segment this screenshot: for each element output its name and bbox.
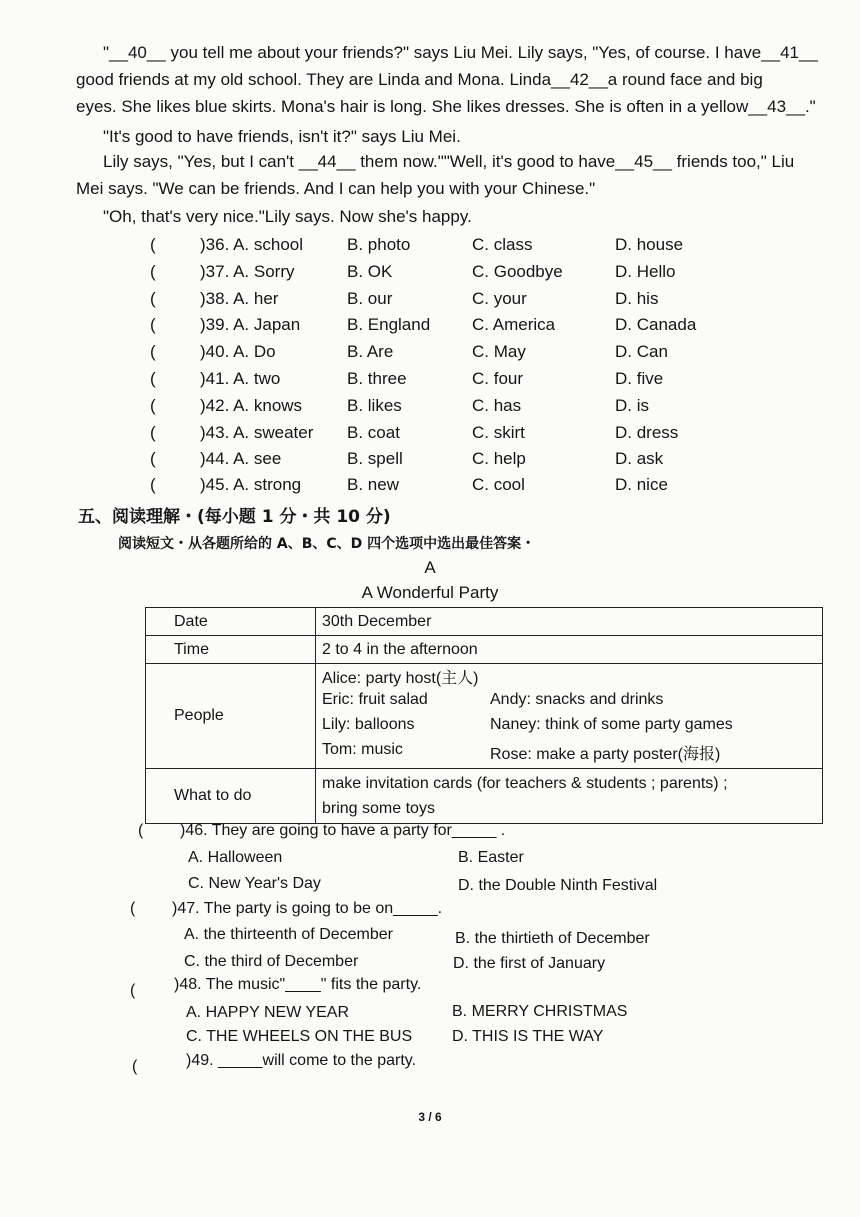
option-a: A. Halloween [188,849,283,866]
option-d: D. house [615,235,684,254]
passage-title: A Wonderful Party [361,583,499,602]
option-d: D. THIS IS THE WAY [452,1028,604,1045]
option-d: D. nice [615,475,668,494]
option-d: D. is [615,396,649,415]
option-b: B. spell [347,449,403,468]
passage-line: Mei says. "We can be friends. And I can help you with your Chinese." [76,179,596,198]
option-b: B. three [347,369,407,388]
answer-paren[interactable]: ( [150,342,156,361]
option-a: )42. A. knows [200,396,303,415]
people-tom: Tom: music [322,741,403,758]
option-d: D. Canada [615,315,697,334]
option-d: D. dress [615,423,679,442]
option-c: C. skirt [472,423,525,442]
option-d: D. the Double Ninth Festival [458,877,658,894]
answer-paren[interactable]: ( [150,262,156,281]
option-c: C. America [472,315,556,334]
people-lily: Lily: balloons [322,716,415,733]
passage-line: "It's good to have friends, isn't it?" says Liu Mei. [103,127,461,146]
option-a: )44. A. see [200,449,282,468]
passage-line: good friends at my old school. They are Linda and Mona. Linda__42__a round face and big [76,70,763,89]
answer-paren[interactable]: ( [132,1058,138,1075]
date-value: 30th December [316,608,823,636]
option-c: C. cool [472,475,525,494]
todo-line: make invitation cards (for teachers & students ; parents) ; [322,775,728,792]
option-a: A. the thirteenth of December [184,926,393,943]
option-c: C. New Year's Day [188,875,321,892]
option-c: C. help [472,449,526,468]
question-stem: )47. The party is going to be on_____. [172,900,443,917]
option-d: D. five [615,369,664,388]
answer-paren[interactable]: ( [150,423,156,442]
option-b: B. our [347,289,393,308]
option-d: D. his [615,289,659,308]
passage-letter: A [424,558,436,577]
party-table [145,607,823,824]
people-rose: Rose: make a party poster(海报) [490,746,721,763]
option-a: A. HAPPY NEW YEAR [186,1004,350,1021]
option-c: C. has [472,396,522,415]
passage-line: "Oh, that's very nice."Lily says. Now she's happy. [103,207,472,226]
option-a: )37. A. Sorry [200,262,295,281]
table-row [146,769,823,824]
option-d: D. Can [615,342,668,361]
people-eric: Eric: fruit salad [322,691,428,708]
answer-paren[interactable]: ( [150,369,156,388]
option-a: )41. A. two [200,369,281,388]
option-c: C. class [472,235,533,254]
option-a: )45. A. strong [200,475,302,494]
option-b: B. OK [347,262,393,281]
option-c: C. May [472,342,526,361]
people-host: Alice: party host(主人) [322,670,479,687]
option-a: )38. A. her [200,289,279,308]
people-naney: Naney: think of some party games [490,716,733,733]
option-a: )43. A. sweater [200,423,314,442]
answer-paren[interactable]: ( [150,396,156,415]
people-label: People [146,664,316,769]
option-b: B. likes [347,396,402,415]
option-b: B. Easter [458,849,524,866]
answer-paren[interactable]: ( [150,315,156,334]
answer-paren[interactable]: ( [150,449,156,468]
answer-paren[interactable]: ( [150,475,156,494]
table-row [146,608,823,636]
passage-line: "__40__ you tell me about your friends?" says Liu Mei. Lily says, "Yes, of course. I have__41__ [103,43,818,62]
answer-paren[interactable]: ( [150,289,156,308]
question-stem: )46. They are going to have a party for_____ . [180,822,506,839]
date-label: Date [146,608,316,636]
passage-line: eyes. She likes blue skirts. Mona's hair is long. She likes dresses. She is often in a yellow__43__." [76,97,816,116]
answer-paren[interactable]: ( [150,235,156,254]
section-title: 五、阅读理解・(每小题 1 分・共 10 分) [78,507,391,527]
section-instruction: 阅读短文・从各题所给的 A、B、C、D 四个选项中选出最佳答案・ [118,536,536,552]
time-label: Time [146,636,316,664]
option-a: )36. A. school [200,235,304,254]
table-row [146,636,823,664]
option-b: B. coat [347,423,400,442]
question-stem: )49. _____will come to the party. [186,1052,417,1069]
option-c: C. the third of December [184,953,359,970]
option-b: B. Are [347,342,394,361]
page-number: 3 / 6 [418,1110,442,1124]
answer-paren[interactable]: ( [138,822,144,839]
option-b: B. new [347,475,399,494]
passage-line: Lily says, "Yes, but I can't __44__ them now.""Well, it's good to have__45__ friends too," Liu [103,152,795,171]
option-b: B. MERRY CHRISTMAS [452,1003,628,1020]
time-value: 2 to 4 in the afternoon [316,636,823,664]
todo-label: What to do [146,769,316,824]
option-c: C. Goodbye [472,262,563,281]
todo-line: bring some toys [322,800,435,817]
option-c: C. four [472,369,524,388]
answer-paren[interactable]: ( [130,982,136,999]
answer-paren[interactable]: ( [130,900,136,917]
option-a: )39. A. Japan [200,315,301,334]
option-b: B. England [347,315,431,334]
todo-cell [316,769,823,824]
table-row [146,664,823,769]
people-andy: Andy: snacks and drinks [490,691,664,708]
option-d: D. Hello [615,262,676,281]
option-d: D. the first of January [453,955,606,972]
option-a: )40. A. Do [200,342,276,361]
option-d: D. ask [615,449,664,468]
option-c: C. THE WHEELS ON THE BUS [186,1028,413,1045]
option-b: B. the thirtieth of December [455,930,650,947]
question-stem: )48. The music"____" fits the party. [174,976,422,993]
people-cell [316,664,823,769]
option-c: C. your [472,289,527,308]
option-b: B. photo [347,235,411,254]
